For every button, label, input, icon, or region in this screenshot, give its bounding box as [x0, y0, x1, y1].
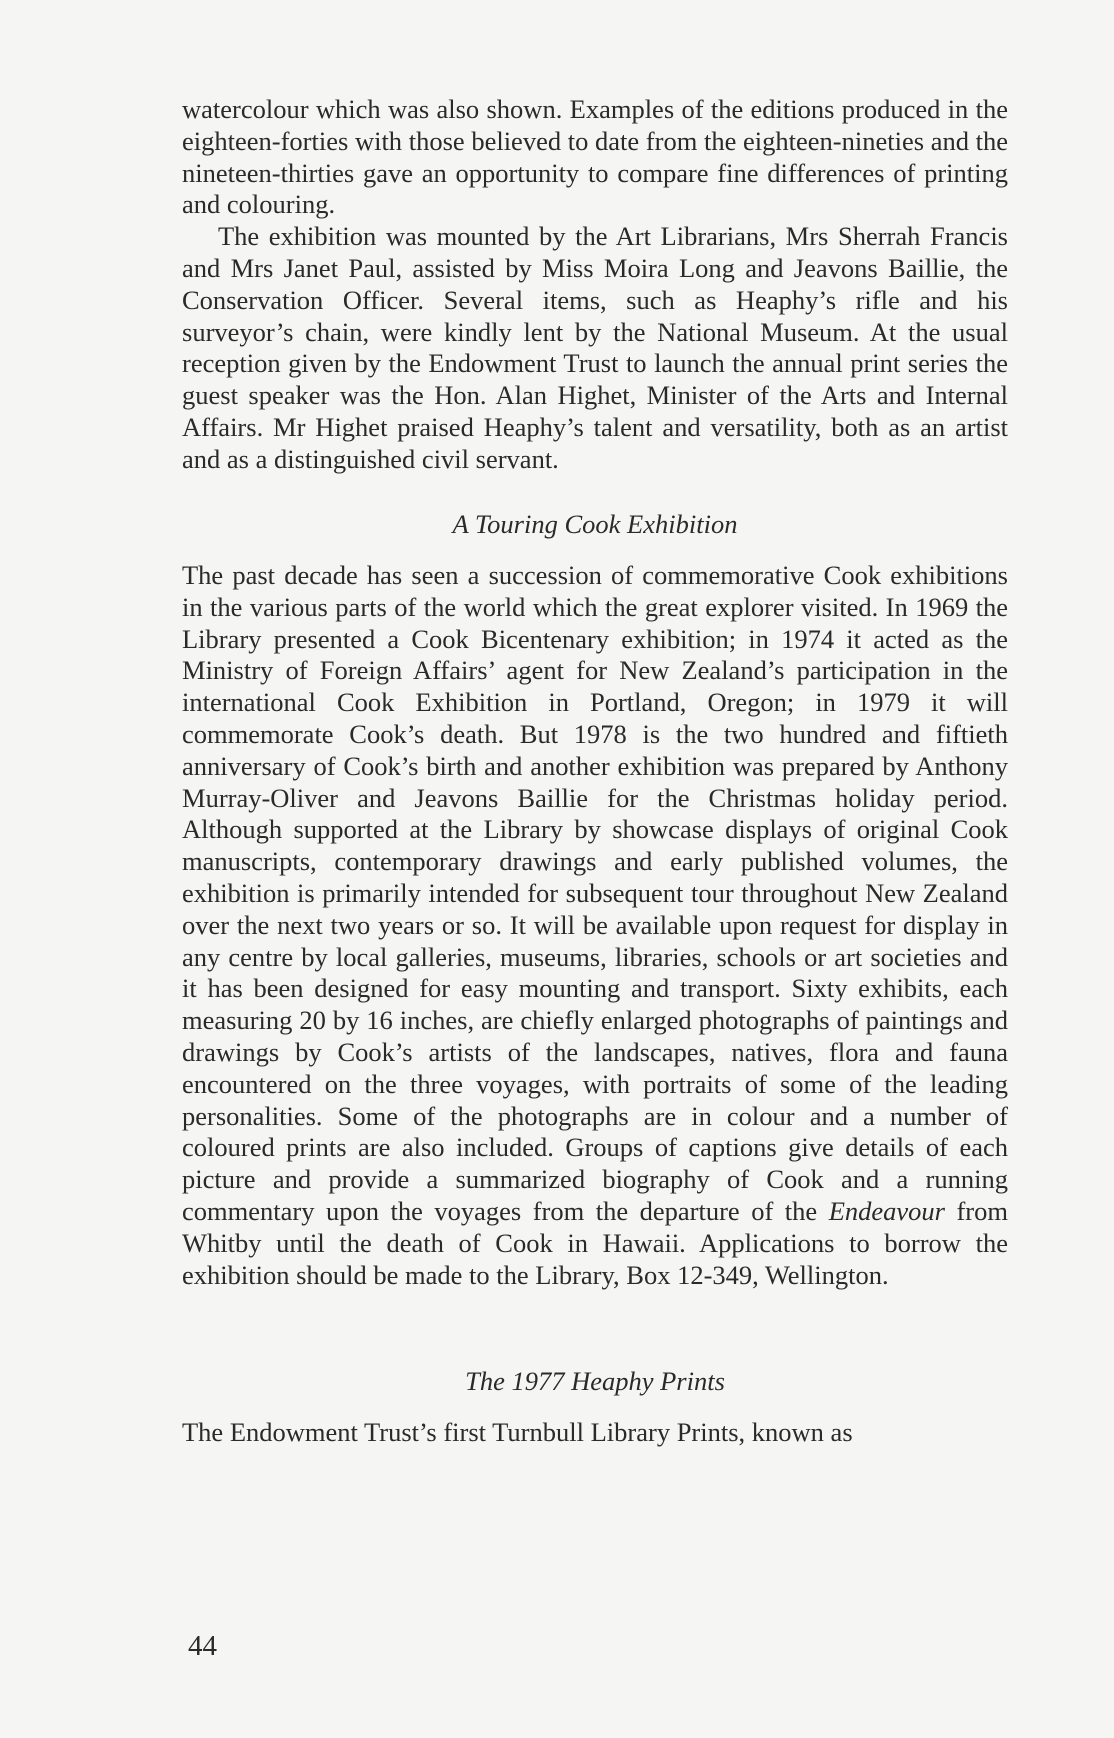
- section-touring-cook-text: [182, 560, 1008, 1291]
- page-number: 44: [188, 1630, 217, 1662]
- section-heaphy-prints-text: [182, 1417, 1008, 1449]
- heading-1977-heaphy-prints: The 1977 Heaphy Prints: [465, 1366, 725, 1396]
- heading-touring-cook-exhibition: A Touring Cook Exhibition: [452, 509, 738, 539]
- paragraph-endowment-trust: The Endowment Trust’s first Turnbull Library Prints, known as: [182, 1417, 853, 1447]
- paragraph-cook-text-part1: The past decade has seen a succession of commemorative Cook exhibitions in the various parts of the world which the great explorer visited. In 1969 the Library presented a Cook Bicentenary exhibition; in 1974 it acted as the Ministry of Foreign Affairs’ agent for New Zealand’s participation in the international Cook Exhibition in Portland, Oregon; in 1979 it will commemorate Cook’s death. But 1978 is the two hundred and fiftieth anniversary of Cook’s birth and another exhibition was prepared by Anthony Murray-Oliver and Jeavons Baillie for the Christmas holiday period. Although supported at the Library by showcase displays of original Cook manuscripts, contemporary drawings and early published volumes, the exhibition is primarily intended for subsequent tour throughout New Zealand over the next two years or so. It will be available upon request for display in any centre by local galleries, museums, libraries, schools or art societies and it has been designed for easy mounting and transport. Sixty exhibits, each measuring 20 by 16 inches, are chiefly enlarged photographs of paintings and drawings by Cook’s artists of the landscapes, natives, flora and fauna encountered on the three voyages, with portraits of some of the leading personalities. Some of the photographs are in colour and a number of coloured prints are also included. Groups of captions give details of each picture and provide a summarized biography of Cook and a running commentary upon the voyages from the departure of the: [182, 560, 1008, 1226]
- paragraph-cook-exhibition: [182, 560, 1008, 1291]
- paragraph-exhibition-mounting: The exhibition was mounted by the Art Librarians, Mrs Sherrah Francis and Mrs Janet Paul, assisted by Miss Moira Long and Jeavons Baillie, the Conservation Officer. Several items, such as Heaphy’s rifle and his surveyor’s chain, were kindly lent by the National Museum. At the usual reception given by the Endowment Trust to launch the annual print series the guest speaker was the Hon. Alan Highet, Minister of the Arts and Internal Affairs. Mr Highet praised Heaphy’s talent and versatility, both as an artist and as a distinguished civil servant.: [182, 221, 1008, 474]
- paragraph-cook-text-part2: from Whitby until the death of Cook in Hawaii. Applications to borrow the exhibition should be made to the Library, Box 12-349, Wellington.: [182, 1195, 1008, 1290]
- section-heaphy-exhibition-text: [182, 94, 1008, 476]
- ship-name-endeavour: Endeavour: [828, 1195, 945, 1226]
- paragraph-editions: watercolour which was also shown. Examples of the editions produced in the eighteen-forties with those believed to date from the eighteen-nineties and the nineteen-thirties gave an opportunity to compare fine differences of printing and colouring.: [182, 94, 1008, 220]
